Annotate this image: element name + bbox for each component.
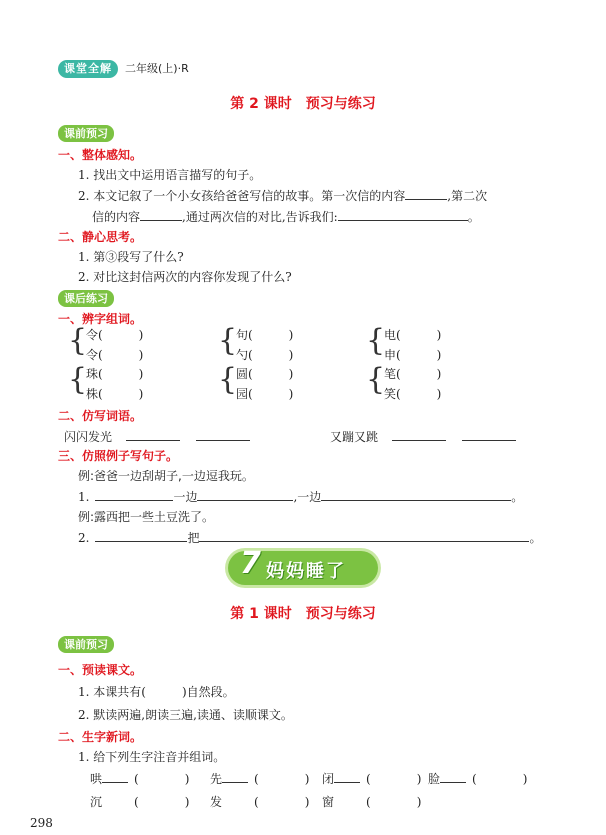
character: 沉 bbox=[90, 795, 103, 809]
brace: { bbox=[68, 362, 88, 397]
char-pair bbox=[86, 325, 143, 365]
post-practice-tag: 课后练习 bbox=[58, 290, 114, 307]
pinyin-blank[interactable] bbox=[222, 770, 248, 783]
question-text bbox=[92, 208, 480, 225]
answer-blank[interactable] bbox=[140, 208, 182, 221]
section-character-distinguish: 一、辨字组词。 bbox=[58, 312, 143, 326]
brace: { bbox=[218, 323, 238, 358]
pre-study-tag: 课前预习 bbox=[58, 636, 114, 653]
chapter-title: 妈妈睡了 bbox=[266, 561, 346, 582]
answer-blank[interactable] bbox=[126, 428, 180, 441]
question-part: 2. 本文记叙了一个小女孩给爸爸写信的故事。第一次信的内容 bbox=[78, 189, 406, 203]
character: 窗 bbox=[322, 795, 335, 809]
question-text: 2. 默读两遍,朗读三遍,读通、读顺课文。 bbox=[78, 708, 293, 722]
brace: { bbox=[366, 323, 386, 358]
answer-blank[interactable] bbox=[95, 488, 173, 501]
brace: { bbox=[68, 323, 88, 358]
section-imitate-words: 二、仿写词语。 bbox=[58, 409, 143, 423]
question-part: 。 bbox=[529, 531, 542, 545]
example-word: 又蹦又跳 bbox=[330, 430, 379, 444]
lesson1-title: 第 1 课时 预习与练习 bbox=[230, 606, 376, 622]
pinyin-item: 窗 ( ) bbox=[322, 795, 422, 809]
character: 闭 bbox=[322, 772, 335, 786]
section-imitate-sentences: 三、仿照例子写句子。 bbox=[58, 449, 179, 463]
question-part: ,一边 bbox=[293, 490, 322, 504]
question-text: 1. 找出文中运用语言描写的句子。 bbox=[78, 168, 262, 182]
section-overall-perception: 一、整体感知。 bbox=[58, 148, 143, 162]
question-text: 1. 第③段写了什么? bbox=[78, 250, 184, 264]
character: 先 bbox=[210, 772, 223, 786]
question-part: 信的内容 bbox=[92, 210, 141, 224]
page-number: 298 bbox=[30, 816, 53, 830]
pinyin-item: 脸 ( ) bbox=[428, 772, 528, 786]
answer-blank[interactable] bbox=[321, 488, 511, 501]
char-item[interactable]: 圆( ) bbox=[236, 367, 294, 381]
character: 哄 bbox=[90, 772, 103, 786]
char-item[interactable]: 申( ) bbox=[384, 348, 442, 362]
char-item[interactable]: 电( ) bbox=[384, 328, 442, 342]
character: 发 bbox=[210, 795, 223, 809]
header-grade: 二年级(上)·R bbox=[125, 62, 189, 75]
question-part: ,通过两次信的对比,告诉我们: bbox=[182, 210, 338, 224]
char-item[interactable]: 园( ) bbox=[236, 387, 294, 401]
question-text: 1. 本课共有( )自然段。 bbox=[78, 685, 235, 699]
pinyin-item: 发 ( ) bbox=[210, 795, 310, 809]
question-text: 2. 对比这封信两次的内容你发现了什么? bbox=[78, 270, 292, 284]
section-new-words: 二、生字新词。 bbox=[58, 730, 143, 744]
pinyin-item: 哄 ( ) bbox=[90, 772, 190, 786]
answer-blank[interactable] bbox=[405, 187, 447, 200]
example-sentence: 例:露西把一些土豆洗了。 bbox=[78, 510, 215, 524]
char-pair bbox=[384, 364, 441, 404]
pinyin-blank[interactable] bbox=[102, 770, 128, 783]
sentence-exercise bbox=[78, 529, 541, 546]
char-item[interactable]: 笔( ) bbox=[384, 367, 442, 381]
sentence-exercise bbox=[78, 488, 523, 505]
answer-blank[interactable] bbox=[95, 529, 187, 542]
section-thinking: 二、静心思考。 bbox=[58, 230, 143, 244]
pinyin-blank[interactable] bbox=[334, 770, 360, 783]
question-part: ,第二次 bbox=[447, 189, 488, 203]
char-pair bbox=[236, 364, 293, 404]
header-badge: 课堂全解 bbox=[58, 60, 118, 78]
question-part: 把 bbox=[187, 531, 200, 545]
pinyin-item: 闭 ( ) bbox=[322, 772, 422, 786]
pinyin-blank[interactable] bbox=[440, 770, 466, 783]
answer-blank[interactable] bbox=[199, 529, 529, 542]
question-text bbox=[78, 187, 487, 204]
char-item[interactable]: 句( ) bbox=[236, 328, 294, 342]
char-pair bbox=[86, 364, 143, 404]
imitate-word-row bbox=[64, 428, 250, 445]
answer-blank[interactable] bbox=[462, 428, 516, 441]
question-text: 1. 给下列生字注音并组词。 bbox=[78, 750, 226, 764]
char-item[interactable]: 令( ) bbox=[86, 348, 144, 362]
pinyin-item: 先 ( ) bbox=[210, 772, 310, 786]
brace: { bbox=[218, 362, 238, 397]
pinyin-item: 沉 ( ) bbox=[90, 795, 190, 809]
brace: { bbox=[366, 362, 386, 397]
lesson2-title: 第 2 课时 预习与练习 bbox=[230, 96, 376, 112]
char-pair bbox=[236, 325, 293, 365]
answer-blank[interactable] bbox=[197, 488, 293, 501]
question-part: 。 bbox=[511, 490, 524, 504]
example-word: 闪闪发光 bbox=[64, 430, 113, 444]
char-pair bbox=[384, 325, 441, 365]
char-item[interactable]: 笑( ) bbox=[384, 387, 442, 401]
answer-blank[interactable] bbox=[392, 428, 446, 441]
question-part: 一边 bbox=[173, 490, 198, 504]
answer-blank[interactable] bbox=[338, 208, 468, 221]
chapter-number: 7 bbox=[240, 546, 261, 581]
char-item[interactable]: 勺( ) bbox=[236, 348, 294, 362]
char-item[interactable]: 令( ) bbox=[86, 328, 144, 342]
char-item[interactable]: 珠( ) bbox=[86, 367, 144, 381]
question-part: 2. bbox=[78, 531, 90, 545]
section-preread: 一、预读课文。 bbox=[58, 663, 143, 677]
answer-blank[interactable] bbox=[196, 428, 250, 441]
pre-study-tag: 课前预习 bbox=[58, 125, 114, 142]
question-part: 1. bbox=[78, 490, 90, 504]
char-item[interactable]: 株( ) bbox=[86, 387, 144, 401]
imitate-word-row bbox=[330, 428, 516, 445]
question-part: 。 bbox=[467, 210, 480, 224]
example-sentence: 例:爸爸一边刮胡子,一边逗我玩。 bbox=[78, 469, 254, 483]
character: 脸 bbox=[428, 772, 441, 786]
